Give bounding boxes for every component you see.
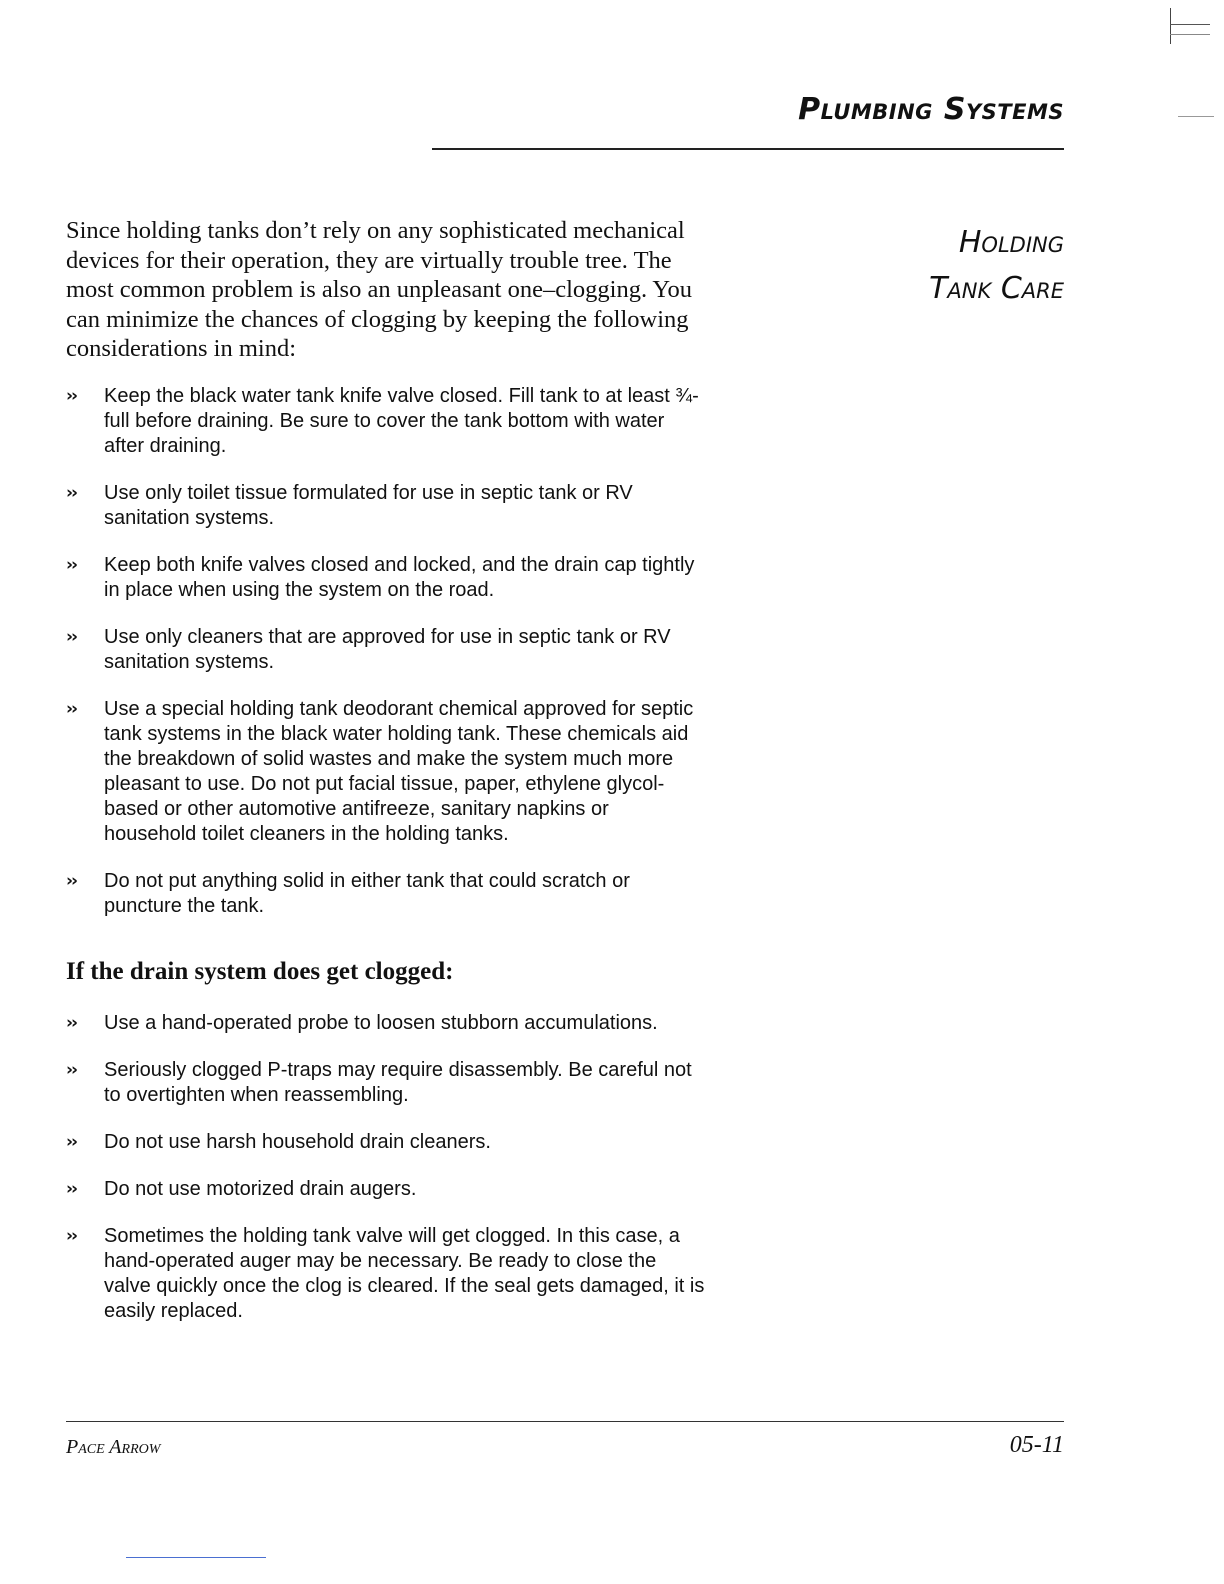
bullet-icon: ›› bbox=[66, 1226, 77, 1246]
list-item bbox=[66, 1177, 706, 1202]
scan-bottom-mark bbox=[126, 1557, 266, 1558]
list-item-text: Sometimes the holding tank valve will get clogged. In this case, a hand-operated auger may be necessary. Be ready to close the valve quickly once the clog is cleared. If the seal gets damaged, it is easily replaced. bbox=[104, 1225, 705, 1322]
bullet-icon: ›› bbox=[66, 483, 77, 503]
list-item bbox=[66, 384, 706, 459]
list-item-text: Do not use motorized drain augers. bbox=[104, 1178, 417, 1200]
header-rule bbox=[432, 148, 1064, 150]
list-item bbox=[66, 1011, 706, 1036]
section-heading-line-1: Holding bbox=[958, 225, 1064, 260]
scan-side-mark bbox=[1178, 116, 1214, 117]
section-heading-line-2: Tank Care bbox=[929, 271, 1064, 306]
bullet-icon: ›› bbox=[66, 871, 77, 891]
list-item-text: Keep the black water tank knife valve closed. Fill tank to at least ¾-full before draining. Be sure to cover the tank bottom with water after draining. bbox=[104, 385, 699, 457]
list-item bbox=[66, 481, 706, 531]
list-item bbox=[66, 553, 706, 603]
considerations-list bbox=[66, 384, 706, 941]
bullet-icon: ›› bbox=[66, 1013, 77, 1033]
bullet-icon: ›› bbox=[66, 627, 77, 647]
bullet-icon: ›› bbox=[66, 699, 77, 719]
footer-rule bbox=[66, 1421, 1064, 1422]
page-header-title: Plumbing Systems bbox=[798, 92, 1064, 127]
list-item bbox=[66, 697, 706, 847]
clog-list bbox=[66, 1011, 706, 1346]
intro-paragraph: Since holding tanks don’t rely on any sophisticated mechanical devices for their operation, they are virtually trouble tree. The most common problem is also an unpleasant one–clogging. You can minimize the chances of clogging by keeping the following considerations in mind: bbox=[66, 217, 693, 362]
list-item-text: Seriously clogged P-traps may require disassembly. Be careful not to overtighten when reassembling. bbox=[104, 1059, 692, 1106]
clog-subheading: If the drain system does get clogged: bbox=[66, 958, 454, 985]
list-item bbox=[66, 1058, 706, 1108]
bullet-icon: ›› bbox=[66, 1179, 77, 1199]
bullet-icon: ›› bbox=[66, 386, 77, 406]
bullet-icon: ›› bbox=[66, 555, 77, 575]
list-item-text: Use only cleaners that are approved for use in septic tank or RV sanitation systems. bbox=[104, 626, 671, 673]
footer-page-number: 05-11 bbox=[1009, 1432, 1064, 1458]
scan-corner-marks bbox=[1166, 8, 1214, 56]
bullet-icon: ›› bbox=[66, 1060, 77, 1080]
list-item bbox=[66, 1224, 706, 1324]
footer-manual-title: Pace Arrow bbox=[66, 1436, 161, 1458]
list-item-text: Do not put anything solid in either tank that could scratch or puncture the tank. bbox=[104, 870, 630, 917]
list-item bbox=[66, 869, 706, 919]
list-item bbox=[66, 1130, 706, 1155]
list-item-text: Use only toilet tissue formulated for use in septic tank or RV sanitation systems. bbox=[104, 482, 633, 529]
bullet-icon: ›› bbox=[66, 1132, 77, 1152]
list-item-text: Use a hand-operated probe to loosen stubborn accumulations. bbox=[104, 1012, 658, 1034]
section-heading bbox=[929, 220, 1064, 312]
list-item-text: Use a special holding tank deodorant chemical approved for septic tank systems in the black water holding tank. These chemicals aid the breakdown of solid wastes and make the system much more pleasant to use. Do not put facial tissue, paper, ethylene glycol-based or other automotive antifreeze, sanitary napkins or household toilet cleaners in the holding tanks. bbox=[104, 698, 694, 845]
list-item bbox=[66, 625, 706, 675]
list-item-text: Do not use harsh household drain cleaners. bbox=[104, 1131, 491, 1153]
list-item-text: Keep both knife valves closed and locked, and the drain cap tightly in place when using the system on the road. bbox=[104, 554, 695, 601]
